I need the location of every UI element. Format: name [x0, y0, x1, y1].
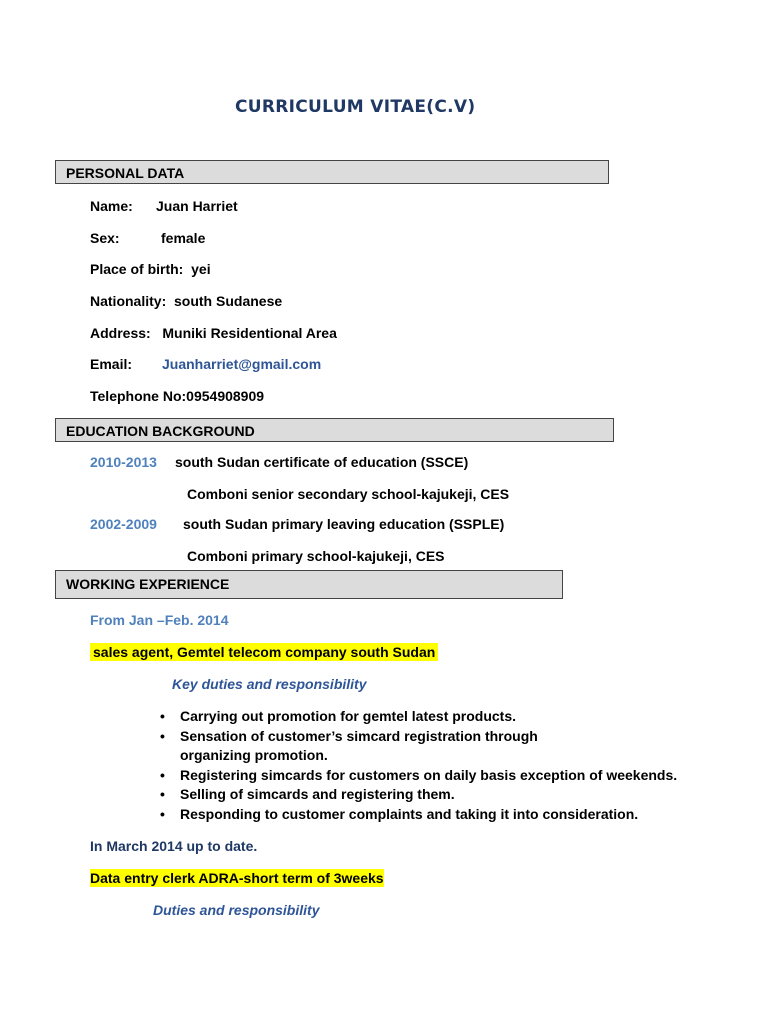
name-label: Name:	[90, 198, 133, 214]
edu-qualification: south Sudan certificate of education (SSCE)	[175, 454, 469, 470]
edu-years: 2010-2013	[90, 454, 157, 470]
job2-title: Data entry clerk ADRA-short term of 3weeks	[90, 870, 384, 886]
place-of-birth: Place of birth: yei	[90, 261, 211, 277]
telephone: Telephone No:0954908909	[90, 388, 265, 404]
edu-school: Comboni primary school-kajukeji, CES	[187, 548, 445, 564]
list-item: • Sensation of customer’s simcard registration through organizing promotion.	[160, 727, 610, 766]
edu-qualification: south Sudan primary leaving education (SSPLE)	[183, 516, 505, 532]
sex-value: female	[161, 230, 206, 246]
section-education: EDUCATION BACKGROUND	[55, 418, 614, 442]
section-working-experience: WORKING EXPERIENCE	[55, 570, 563, 599]
email-label: Email:	[90, 356, 133, 372]
edu-years: 2002-2009	[90, 516, 157, 532]
page-title: CURRICULUM VITAE(C.V)	[235, 97, 476, 117]
list-item: • Registering simcards for customers on daily basis exception of weekends.	[160, 766, 680, 786]
job2-duties-heading: Duties and responsibility	[153, 902, 320, 918]
address: Address: Muniki Residentional Area	[90, 325, 337, 341]
section-personal-data: PERSONAL DATA	[55, 160, 609, 184]
job1-duties-list	[160, 707, 680, 824]
job1-period: From Jan –Feb. 2014	[90, 612, 229, 628]
job1-title: sales agent, Gemtel telecom company south Sudan	[90, 643, 438, 661]
nationality: Nationality: south Sudanese	[90, 293, 283, 309]
edu-school: Comboni senior secondary school-kajukeji, CES	[187, 486, 510, 502]
email-link[interactable]: Juanharriet@gmail.com	[162, 356, 322, 372]
name-value: Juan Harriet	[156, 198, 238, 214]
sex-label: Sex:	[90, 230, 120, 246]
list-item: • Carrying out promotion for gemtel latest products.	[160, 707, 680, 727]
list-item: • Responding to customer complaints and taking it into consideration.	[160, 805, 680, 825]
list-item: • Selling of simcards and registering them.	[160, 785, 680, 805]
job2-period: In March 2014 up to date.	[90, 838, 258, 854]
job1-duties-heading: Key duties and responsibility	[172, 676, 367, 692]
